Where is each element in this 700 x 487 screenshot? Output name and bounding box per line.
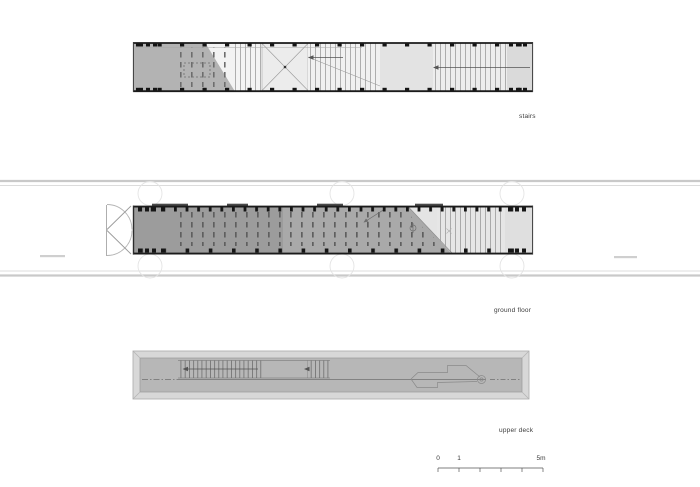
scale-bar-label-0: 0 xyxy=(436,455,440,462)
plan-label-upper-deck: upper deck xyxy=(499,427,534,434)
scale-bar-label-1: 1 xyxy=(457,455,461,462)
ground-floor-plan-drawing xyxy=(107,204,534,256)
stairs-plan-drawing xyxy=(133,42,533,92)
scale-bar-label-5m: 5m xyxy=(536,455,546,462)
centerline-dashes xyxy=(40,255,637,258)
plan-label-stairs: stairs xyxy=(519,113,536,120)
scale-bar xyxy=(438,468,543,472)
upper-deck-plan-drawing xyxy=(133,351,529,399)
double-door-symbol xyxy=(107,205,133,257)
plan-label-ground-floor: ground floor xyxy=(494,307,532,314)
deck-stair xyxy=(178,361,330,379)
